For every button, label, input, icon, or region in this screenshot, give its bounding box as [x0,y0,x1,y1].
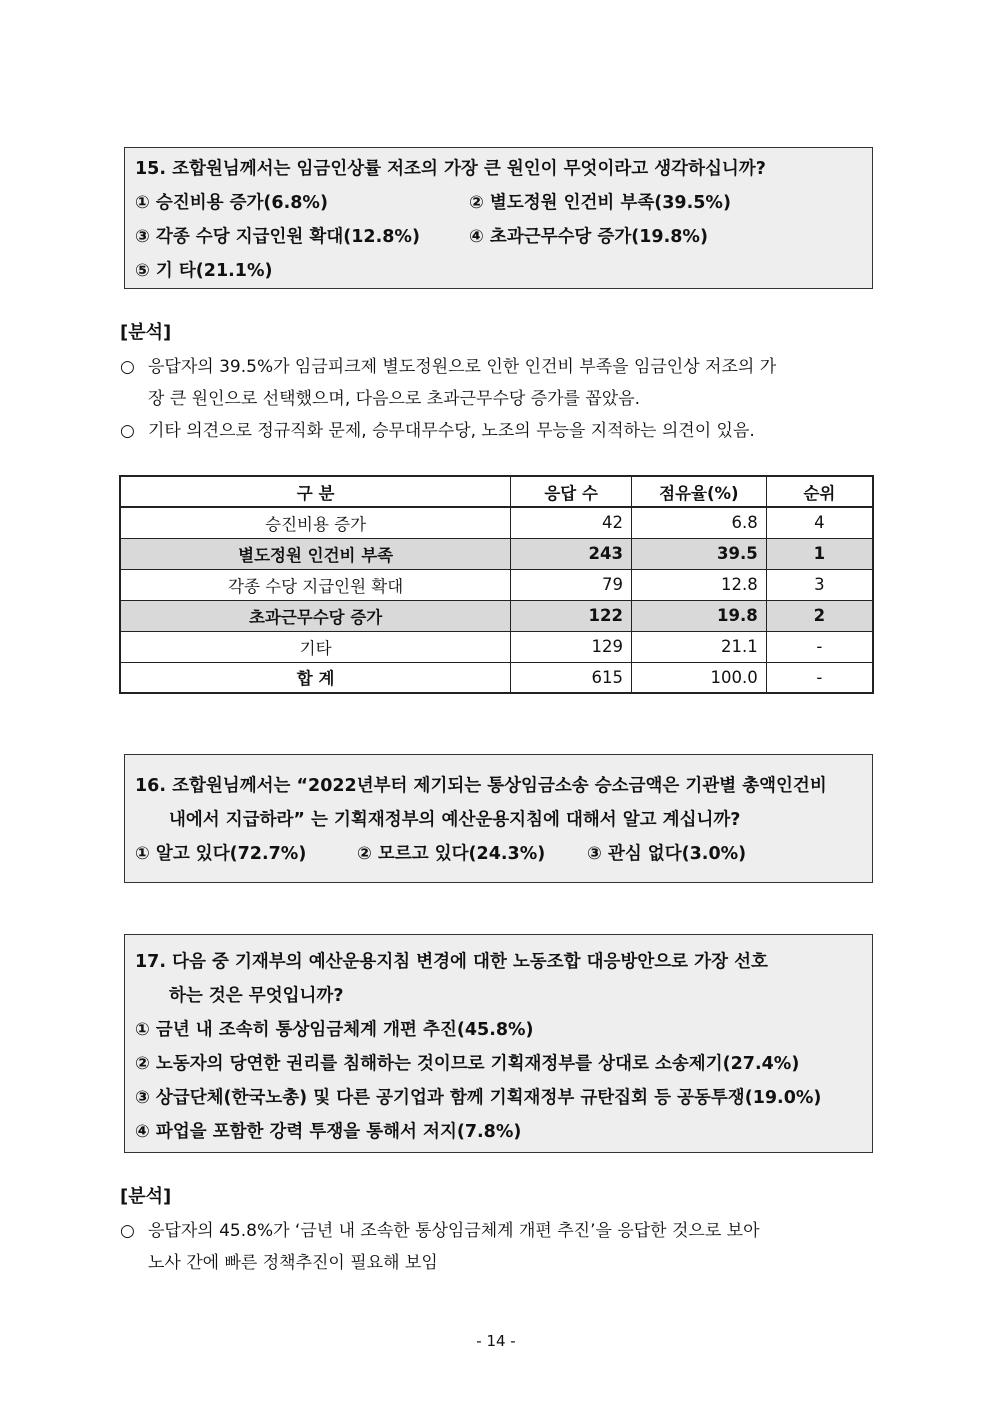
question-16-title-line-1: 16. 조합원님께서는 “2022년부터 제기되는 통상임금소송 승소금액은 기관별 총액인건비 [135,776,827,796]
analysis-heading: [분석] [120,322,172,343]
q16-option-3: ③ 관심 없다(3.0%) [587,844,747,864]
table-cell: 19.8 [631,600,766,631]
question-15-title: 15. 조합원님께서는 임금인상률 저조의 가장 큰 원인이 무엇이라고 생각하십니까? [135,159,766,179]
analysis-1-line-1: 응답자의 39.5%가 임금피크제 별도정원으로 인한 인건비 부족을 임금인상 저조의 가 [148,357,777,377]
table-cell: 승진비용 증가 [120,507,511,538]
bullet-icon: ○ [120,421,135,441]
table-total-row [120,662,873,693]
table-row [120,631,873,662]
table-cell: 243 [511,538,632,569]
table-header-category: 구 분 [120,476,511,507]
q15-option-2: ② 별도정원 인건비 부족(39.5%) [469,193,731,213]
page-number: - 14 - [476,1332,516,1350]
table-cell: 122 [511,600,632,631]
table-cell: 1 [766,538,873,569]
table-cell: 12.8 [631,569,766,600]
table-row [120,507,873,538]
question-16-title-line-2: 내에서 지급하라” 는 기획재정부의 예산운용지침에 대해서 알고 계십니까? [169,810,741,830]
table-cell: 기타 [120,631,511,662]
table-cell: 3 [766,569,873,600]
bullet-icon: ○ [120,1221,135,1241]
table-cell: 615 [511,662,632,693]
table-cell: 21.1 [631,631,766,662]
question-17-title-line-1: 17. 다음 중 기재부의 예산운용지침 변경에 대한 노동조합 대응방안으로 가장 선호 [135,952,768,972]
table-cell: 129 [511,631,632,662]
table-cell: 각종 수당 지급인원 확대 [120,569,511,600]
q17-option-1: ① 금년 내 조속히 통상임금체계 개편 추진(45.8%) [135,1020,534,1040]
question-15-box [124,147,873,289]
table-cell: 4 [766,507,873,538]
table-cell: 6.8 [631,507,766,538]
table-cell: 2 [766,600,873,631]
table-header-share: 점유율(%) [631,476,766,507]
bullet-icon: ○ [120,357,135,377]
table-cell: 별도정원 인건비 부족 [120,538,511,569]
q15-option-3: ③ 각종 수당 지급인원 확대(12.8%) [135,227,420,247]
table-header-row [120,476,873,507]
table-cell: 39.5 [631,538,766,569]
table-header-count: 응답 수 [511,476,632,507]
question-16-box [124,754,873,883]
q17-option-4: ④ 파업을 포함한 강력 투쟁을 통해서 저지(7.8%) [135,1122,522,1142]
analysis-heading: [분석] [120,1186,172,1207]
response-table [119,475,874,694]
table-cell: 100.0 [631,662,766,693]
q17-option-3: ③ 상급단체(한국노총) 및 다른 공기업과 함께 기획재정부 규탄집회 등 공동투쟁(19.0%) [135,1088,822,1108]
table-cell: 초과근무수당 증가 [120,600,511,631]
table-row [120,538,873,569]
table-row [120,600,873,631]
question-17-box [124,934,873,1153]
q16-option-2: ② 모르고 있다(24.3%) [357,844,546,864]
analysis-1-line-3: 기타 의견으로 정규직화 문제, 승무대무수당, 노조의 무능을 지적하는 의견이 있음. [148,421,755,441]
q17-option-2: ② 노동자의 당연한 권리를 침해하는 것이므로 기획재정부를 상대로 소송제기(27.4%) [135,1054,800,1074]
table-header-rank: 순위 [766,476,873,507]
q15-option-4: ④ 초과근무수당 증가(19.8%) [469,227,708,247]
table-cell: 79 [511,569,632,600]
analysis-1-text [120,351,880,447]
table-cell: 42 [511,507,632,538]
table-cell: - [766,631,873,662]
analysis-2-text [120,1215,880,1279]
q16-option-1: ① 알고 있다(72.7%) [135,844,307,864]
analysis-1-line-2: 장 큰 원인으로 선택했으며, 다음으로 초과근무수당 증가를 꼽았음. [148,389,641,409]
analysis-2-line-1: 응답자의 45.8%가 ‘금년 내 조속한 통상임금체계 개편 추진’을 응답한 것으로 보아 [148,1221,760,1241]
table-row [120,569,873,600]
table-cell: - [766,662,873,693]
analysis-2-line-2: 노사 간에 빠른 정책추진이 필요해 보임 [148,1253,438,1273]
q15-option-5: ⑤ 기 타(21.1%) [135,261,273,281]
table-cell: 합 계 [120,662,511,693]
question-17-title-line-2: 하는 것은 무엇입니까? [169,986,344,1006]
q15-option-1: ① 승진비용 증가(6.8%) [135,193,328,213]
